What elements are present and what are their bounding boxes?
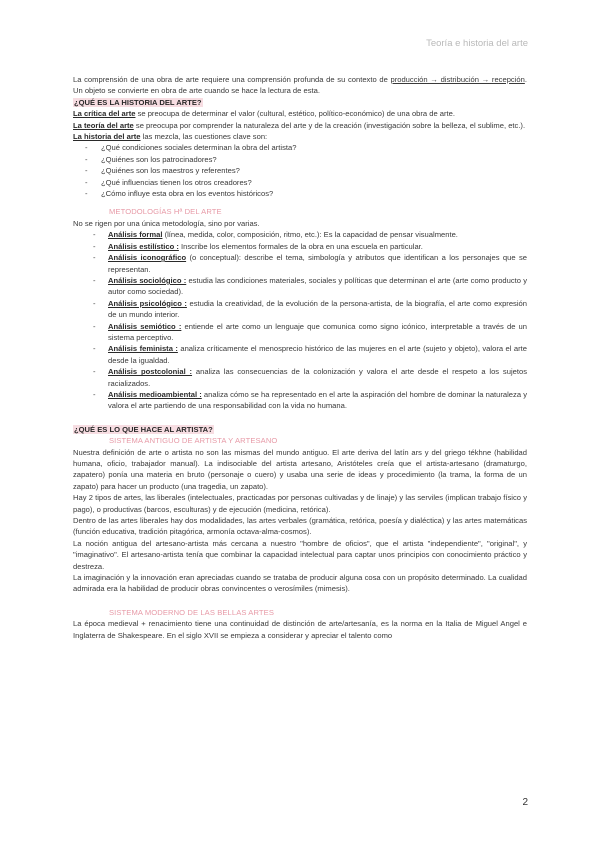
critica-term: La crítica del arte: [73, 109, 136, 119]
section-heading-historia: [73, 97, 527, 108]
methods-list: [73, 229, 527, 412]
method-term: Análisis postcolonial :: [108, 367, 193, 377]
list-item: [73, 241, 527, 252]
method-term: Análisis iconográfico: [108, 253, 187, 263]
list-item: [73, 275, 527, 298]
method-text: analiza las consecuencias de la colonización y valora el arte desde el respeto a los sujetos racializados.: [108, 367, 527, 388]
historia-term: La historia del arte: [73, 132, 141, 142]
method-term: Análisis medioambiental :: [108, 389, 202, 399]
critica-paragraph: [73, 108, 527, 119]
antiguo-paragraph: Nuestra definición de arte o artista no son las mismas del mundo antiguo. El arte deriva del latín ars y del griego tékhne (habilidad humana, oficio, trabajador manual). La indisociable del artista artesano, Aristóteles creía que el artista-artesano (dramaturgo, zapatero) ponía una materia en bruto (personaje o cuero) y usaba una serie de ideas y procedimiento (la trama, la forma de un zapato) para hacer un producto (una tragedia, un zapato).: [73, 447, 527, 491]
intro-text: La comprensión de una obra de arte requiere una comprensión profunda de su contexto de: [73, 75, 391, 84]
key-questions-list: [73, 142, 527, 199]
method-term: Análisis formal: [108, 230, 163, 240]
heading-text: ¿QUÉ ES LO QUE HACE AL ARTISTA?: [74, 424, 213, 434]
method-text: entiende el arte como un lenguaje que comunica como signo icónico, interpretable a través de un sistema perceptivo.: [108, 321, 527, 342]
method-text: (línea, medida, color, composición, ritmo, etc.): Es la capacidad de pensar visualmente.: [162, 230, 458, 240]
intro-paragraph: [73, 74, 527, 97]
list-item: [73, 229, 527, 240]
list-item: - ¿Quiénes son los patrocinadores?: [73, 154, 527, 165]
method-text: Inscribe los elementos formales de la obra en una escuela en particular.: [178, 241, 423, 251]
teoria-term: La teoría del arte: [73, 120, 134, 130]
running-header: Teoría e historia del arte: [426, 38, 528, 49]
list-item: - ¿Cómo influye esta obra en los eventos históricos?: [73, 188, 527, 199]
antiguo-paragraph: La imaginación y la innovación eran apreciadas cuando se trataba de producir alguna cosa con un propósito determinado. La cualidad admirada era la habilidad de producir obras convincentes o verosímiles (mimesis).: [73, 573, 527, 594]
list-item: [73, 343, 527, 366]
method-term: Análisis feminista :: [108, 344, 178, 354]
production-chain-link: producción → distribución → recepción: [390, 75, 525, 84]
antiguo-paragraph: Hay 2 tipos de artes, las liberales (intelectuales, practicadas por personas cultivadas y de linaje) y las serviles (implican trabajo físico y pago), o productivas (barcos, esculturas) y de ejecución (medicina, retórica).: [73, 493, 527, 514]
metodologias-intro: No se rigen por una única metodología, sino por varias.: [73, 218, 260, 228]
page-number: 2: [522, 797, 528, 808]
method-term: Análisis psicológico :: [108, 298, 187, 308]
list-item: - ¿Qué influencias tienen los otros creadores?: [73, 177, 527, 188]
moderno-paragraph: La época medieval + renacimiento tiene una continuidad de distinción de arte/artesanía, es la norma en la Italia de Miguel Angel e Inglaterra de Shakespeare. En el siglo XVII se empieza a considerar y apreciar el talento como: [73, 619, 527, 640]
method-term: Análisis semiótico :: [108, 321, 182, 331]
antiguo-paragraph: La noción antigua del artesano-artista más cercana a nuestro "hombre de oficios", que el artista "independiente", "original", y "imaginativo". El artesano-artista tenía que combinar la capacidad intelectual para captar unos principios con conocimiento práctico y destreza.: [73, 538, 527, 571]
list-item: [73, 389, 527, 412]
method-text: analiza cómo se ha representado en el arte la aspiración del hombre de dominar la naturaleza y valora el arte partiendo de una responsabilidad con la vida no humana.: [108, 389, 527, 411]
critica-text: se preocupa de determinar el valor (cultural, estético, político-económico) de una obra de arte.: [135, 109, 455, 119]
historia-paragraph: [73, 131, 527, 142]
subheading-moderno: SISTEMA MODERNO DE LAS BELLAS ARTES: [109, 607, 274, 617]
intro-text-end: . Un objeto se convierte en obra de arte cuando se hace la lectura de esta.: [73, 75, 527, 96]
teoria-text: se preocupa por comprender la naturaleza del arte y de la creación (investigación sobre la belleza, el sublime, etc.).: [133, 120, 526, 130]
method-text: estudia la creatividad, de la evolución de la persona-artista, de la biografía, el arte como expresión de un mundo interior.: [108, 298, 527, 320]
teoria-paragraph: [73, 120, 527, 131]
antiguo-paragraph: Dentro de las artes liberales hay dos modalidades, las artes verbales (gramática, retórica, poesía y dialéctica) y las artes matemáticas (función educativa, tradición pitagórica, armonía octava-alma-cosmos).: [73, 516, 527, 537]
subheading-metodologias: METODOLOGÍAS Hª DEL ARTE: [109, 207, 222, 217]
heading-text: ¿QUÉ ES LA HISTORIA DEL ARTE?: [74, 97, 202, 107]
method-text: analiza críticamente el menosprecio histórico de las mujeres en el arte (sujeto y objeto), valora el arte desde la igualdad.: [108, 344, 527, 365]
list-item: [73, 252, 527, 275]
historia-text: las mezcla, las cuestiones clave son:: [140, 132, 268, 142]
list-item: [73, 321, 527, 344]
method-text: (o conceptual): describe el tema, simbología y atributos que identifican a los personajes que se representan.: [108, 253, 527, 274]
method-term: Análisis estilístico :: [108, 241, 179, 251]
list-item: [73, 298, 527, 321]
subheading-antiguo: SISTEMA ANTIGUO DE ARTISTA Y ARTESANO: [109, 436, 278, 446]
method-text: estudia las condiciones materiales, sociales y políticas que determinan el arte (arte como producto y autor como sociedad).: [108, 275, 527, 297]
list-item: - ¿Quiénes son los maestros y referentes?: [73, 165, 527, 176]
list-item: - ¿Qué condiciones sociales determinan la obra del artista?: [73, 142, 527, 153]
section-heading-artista: [73, 424, 527, 435]
document-body: [73, 74, 527, 641]
list-item: [73, 366, 527, 389]
method-term: Análisis sociológico :: [108, 275, 187, 285]
